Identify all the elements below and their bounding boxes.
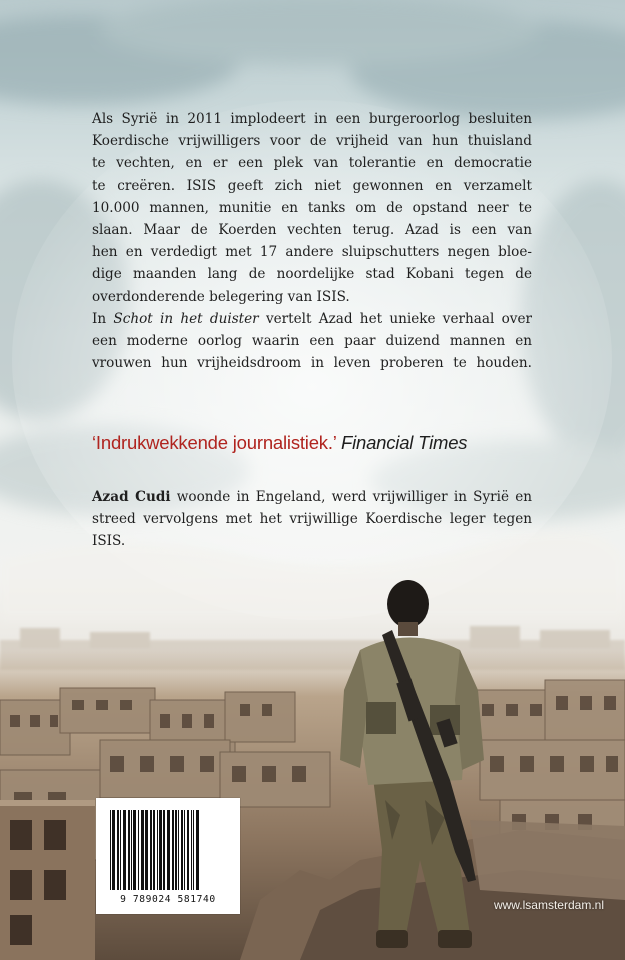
barcode-bar	[187, 810, 189, 890]
barcode-bar	[193, 810, 194, 890]
barcode-bar	[138, 810, 139, 890]
publisher-website: www.lsamsterdam.nl	[493, 898, 604, 912]
barcode-bar	[128, 810, 130, 890]
author-name: Azad Cudi	[92, 489, 171, 505]
barcode-bar	[159, 810, 162, 890]
barcode-bar	[172, 810, 174, 890]
book-title-italic: Schot in het duister	[113, 310, 259, 327]
isbn-barcode	[96, 798, 240, 914]
quote-text: ‘Indrukwekkende journalistiek.’	[92, 432, 337, 453]
barcode-bar	[157, 810, 158, 890]
author-bio	[92, 486, 532, 553]
barcode-bar	[196, 810, 199, 890]
barcode-bar	[181, 810, 183, 890]
blurb-paragraph-1-end: overdonderende belegering van ISIS.	[92, 288, 350, 305]
barcode-bar	[167, 810, 170, 890]
blurb-paragraph-1: Als Syrië in 2011 implodeert in een burgeroorlog besluiten Koerdische vrijwilligers voor de vrijheid van hun thuisland te vechten, en er een plek van tolerantie en democratie te creëren. ISIS geeft zich niet gewonnen en verzamelt 10.000 mannen, munitie en tanks om de opstand neer te slaan. Maar de Koerden vechten terug. Azad is een van hen en verdedigt met 17 andere sluipschutters negen bloe- dige maanden lang de noordelijke stad Kobani tegen de	[92, 111, 532, 283]
barcode-bar	[178, 810, 179, 890]
barcode-bars	[96, 798, 240, 894]
barcode-bar	[191, 810, 192, 890]
barcode-bar	[120, 810, 121, 890]
quote-source: Financial Times	[340, 432, 468, 453]
barcode-bar	[175, 810, 177, 890]
barcode-bar	[153, 810, 155, 890]
blurb-text	[92, 108, 532, 374]
barcode-bar	[110, 810, 111, 890]
blurb-paragraph-2: In Schot in het duister vertelt Azad het unieke verhaal over een moderne oorlog waarin een paar duizend mannen en vrouwen hun vrijheidsdroom in leven proberen te houden.	[92, 310, 532, 372]
barcode-bar	[145, 810, 148, 890]
isbn-number: 9 789024 581740	[120, 894, 216, 905]
barcode-bar	[112, 810, 115, 890]
barcode-bar	[131, 810, 132, 890]
author-bio-text: woonde in Engeland, werd vrijwilliger in Syrië en streed vervolgens met het vrijwillige Koerdische leger tegen ISIS.	[92, 489, 533, 550]
barcode-bar	[150, 810, 152, 890]
barcode-bar	[123, 810, 126, 890]
press-quote	[92, 432, 532, 454]
barcode-bar	[133, 810, 136, 890]
barcode-bar	[184, 810, 185, 890]
barcode-bar	[141, 810, 144, 890]
barcode-bar	[117, 810, 119, 890]
barcode-bar	[163, 810, 165, 890]
